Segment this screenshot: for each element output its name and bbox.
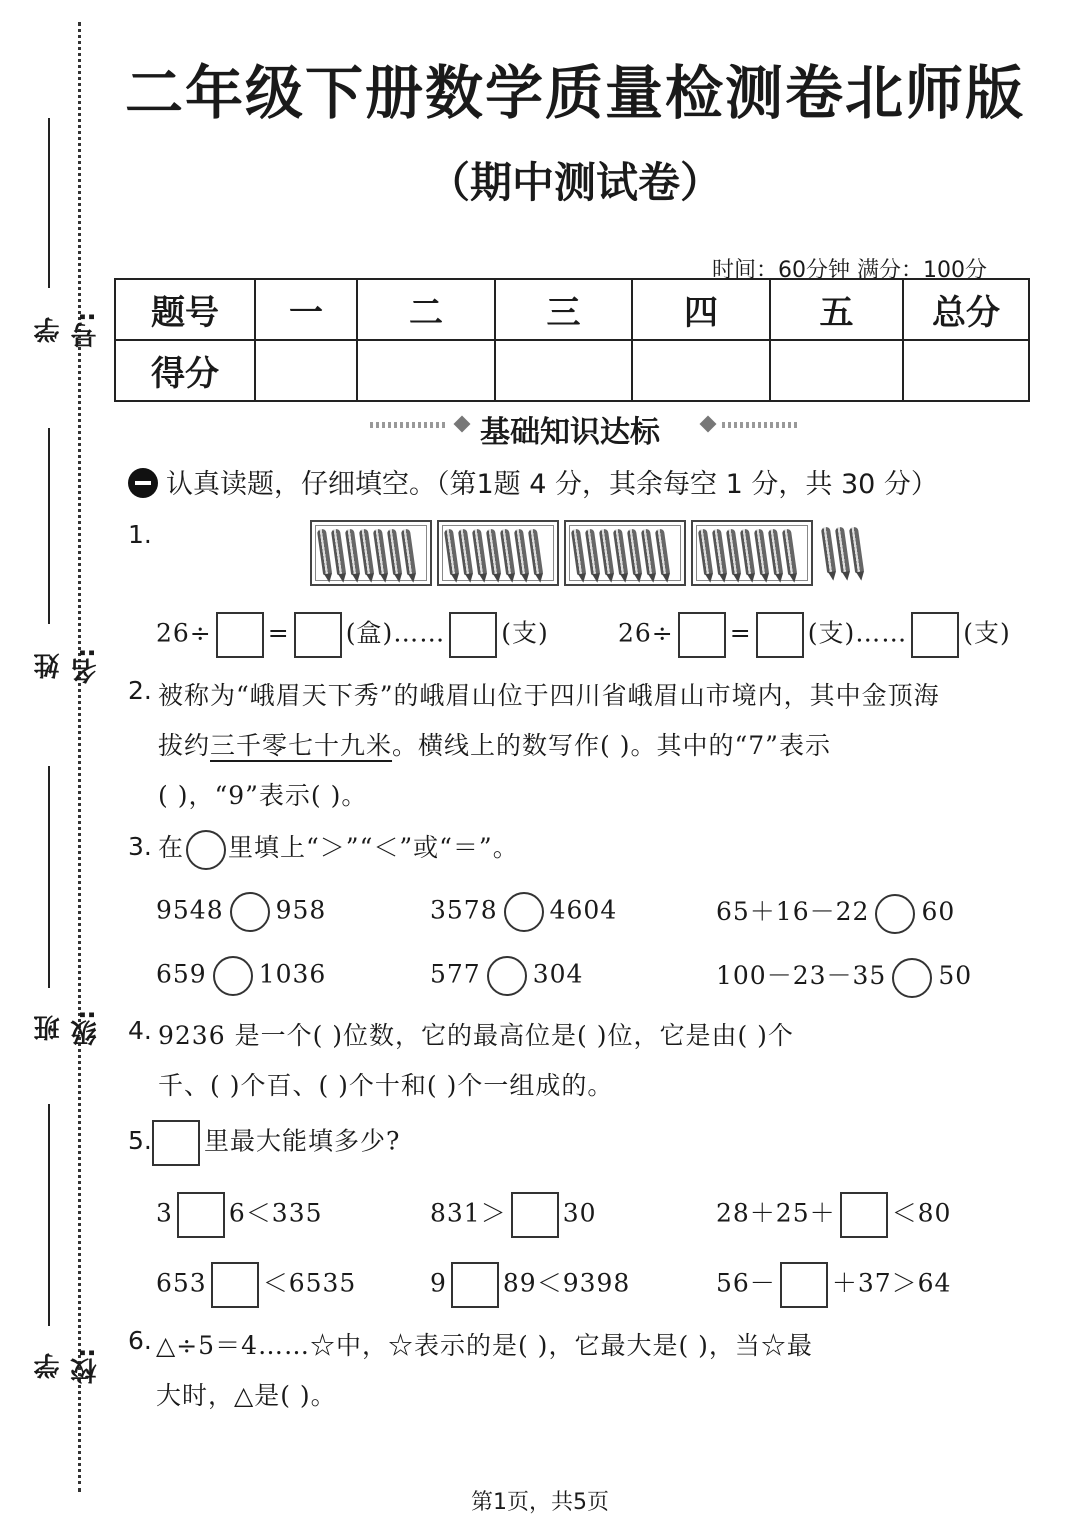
q4-line-1: 9236 是一个( )位数，它的最高位是( )位，它是由( )个 [158,1021,794,1050]
q5-item [716,1192,951,1238]
answer-box[interactable] [294,612,342,658]
q4-number: 4. [128,1016,152,1045]
class-label: 班级: [34,1009,101,1047]
q3-right: 958 [275,895,327,925]
answer-box[interactable] [911,612,959,658]
banner-diamond-icon [454,416,471,433]
student-id-label: 学号: [34,311,101,349]
q3-left: 9548 [156,895,224,925]
q3-right: 60 [921,897,956,926]
q3-intro-text: 在 [158,833,185,862]
pen-icon [849,527,864,574]
q1-eq1-text: (支) [501,618,549,648]
answer-box[interactable] [211,1262,259,1308]
answer-box[interactable] [756,612,804,658]
banner-diamond-icon [700,416,717,433]
compare-circle[interactable] [892,958,932,998]
answer-box[interactable] [449,612,497,658]
q5-item [716,1262,951,1308]
q3-item [156,892,326,932]
minus-badge-icon [128,468,158,498]
answer-box[interactable] [451,1262,499,1308]
q5-text: 28＋25＋ [716,1198,836,1228]
q5-text: 653 [156,1268,207,1298]
q1-equation-2 [618,612,1011,658]
q5-text: 30 [562,1198,597,1228]
loose-pens [818,520,864,582]
q3-left: 577 [430,959,481,989]
student-id-write-line [48,118,50,288]
score-header-cell: 四 [632,279,770,340]
compare-circle [186,830,226,870]
q2-line-1: 被称为“峨眉天下秀”的峨眉山位于四川省峨眉山市境内，其中金顶海 [158,681,940,710]
q5-text: 6＜335 [228,1198,323,1228]
score-row-label: 得分 [115,340,255,401]
q3-left: 65＋16－22 [716,897,870,926]
score-cell[interactable] [357,340,495,401]
q6-line-1: △÷5＝4……☆中，☆表示的是( )，它最大是( )，当☆最 [156,1331,813,1360]
q5-item [156,1262,356,1308]
score-table [114,278,1030,402]
q2-line-2 [158,726,831,762]
section-banner-text: 基础知识达标 [480,415,660,450]
compare-circle[interactable] [487,956,527,996]
compare-circle[interactable] [230,892,270,932]
section-banner [370,405,800,449]
q5-text: 3 [156,1198,173,1228]
pen-icon [821,527,836,574]
pen-box [691,520,813,586]
q3-number: 3. [128,832,152,861]
exam-time-score: 时间：60分钟 满分：100分 [712,258,987,283]
score-header-cell: 二 [357,279,495,340]
exam-title: 二年级下册数学质量检测卷北师版 [124,59,1025,127]
score-header-cell: 三 [495,279,632,340]
exam-subtitle: （期中测试卷） [427,158,722,207]
q3-item [716,956,972,998]
q3-right: 1036 [258,959,327,989]
q1-eq2-text: 26÷ [618,618,674,648]
q1-number: 1. [128,520,152,549]
q5-item [430,1192,597,1238]
q5-text: 89＜9398 [502,1268,631,1298]
q5-text: 9 [430,1268,447,1298]
question-section-title [128,462,938,501]
compare-circle[interactable] [875,894,915,934]
compare-circle[interactable] [213,956,253,996]
q6-number: 6. [128,1326,152,1355]
banner-dash-right [722,422,798,428]
name-write-line [48,428,50,624]
score-header-cell: 五 [770,279,903,340]
pen-box [564,520,686,586]
q5-item [156,1192,323,1238]
answer-box[interactable] [678,612,726,658]
q4-line-2: 千、( )个百、( )个十和( )个一组成的。 [158,1071,614,1100]
score-header-cell: 总分 [903,279,1029,340]
answer-box[interactable] [216,612,264,658]
q5-text: 831＞ [430,1198,507,1228]
q3-right: 304 [532,959,584,989]
q3-left: 659 [156,959,207,989]
binding-dotted-line [78,22,81,1492]
q5-intro-text: 里最大能填多少? [204,1126,401,1156]
q3-right: 4604 [549,895,618,925]
school-write-line [48,1104,50,1326]
q5-text: ＜80 [891,1198,952,1228]
score-cell[interactable] [495,340,632,401]
pen-box [310,520,432,586]
answer-box[interactable] [780,1262,828,1308]
q3-intro [158,828,519,870]
q5-text: ＜6535 [262,1268,357,1298]
answer-box[interactable] [511,1192,559,1238]
q6-line-2: 大时，△是( )。 [156,1381,337,1410]
q3-intro-text: 里填上“＞”“＜”或“＝”。 [228,833,519,862]
score-cell[interactable] [255,340,357,401]
q2-text: 拔约 [158,731,211,760]
question-section-text: 认真读题，仔细填空。（第1题 4 分，其余每空 1 分，共 30 分） [166,469,938,500]
q5-text: ＋37＞64 [831,1268,952,1298]
q3-item [430,892,617,932]
score-cell[interactable] [632,340,770,401]
page-footer: 第1页，共5页 [471,1490,609,1515]
pen-icon [835,527,850,574]
class-write-line [48,766,50,988]
score-table-score-row [115,340,1029,401]
q5-intro [152,1120,400,1166]
q2-number: 2. [128,676,152,705]
q3-left: 3578 [430,895,498,925]
score-header-cell: 一 [255,279,357,340]
score-table-header-row [115,279,1029,340]
name-label: 姓名: [34,647,101,685]
q1-eq2-text: (支)…… [807,618,908,648]
score-cell[interactable] [770,340,903,401]
banner-dash-left [370,422,446,428]
q2-line-3: ( )，“9”表示( )。 [158,781,368,810]
q1-eq1-text: (盒)…… [345,618,446,648]
q1-eq1-text: 26÷ [156,618,212,648]
q3-item [156,956,326,996]
answer-box[interactable] [840,1192,888,1238]
compare-circle[interactable] [504,892,544,932]
q5-number: 5. [128,1126,152,1155]
q3-item [430,956,583,996]
q1-eq2-text: (支) [963,618,1011,648]
q3-left: 100－23－35 [716,961,887,990]
q3-right: 50 [938,961,973,990]
answer-box[interactable] [177,1192,225,1238]
pen-box [437,520,559,586]
score-header-cell: 题号 [115,279,255,340]
q5-text: 56－ [716,1268,776,1298]
q3-item [716,892,955,934]
sample-box [152,1120,200,1166]
q5-item [430,1262,630,1308]
q1-eq1-text: = [267,618,290,648]
school-label: 学校: [34,1347,101,1385]
q2-text: 。横线上的数写作( )。其中的“7”表示 [392,731,831,760]
q1-equation-1 [156,612,549,658]
q1-eq2-text: = [729,618,752,648]
score-cell[interactable] [903,340,1029,401]
q2-underlined-number: 三千零七十九米 [210,731,393,760]
